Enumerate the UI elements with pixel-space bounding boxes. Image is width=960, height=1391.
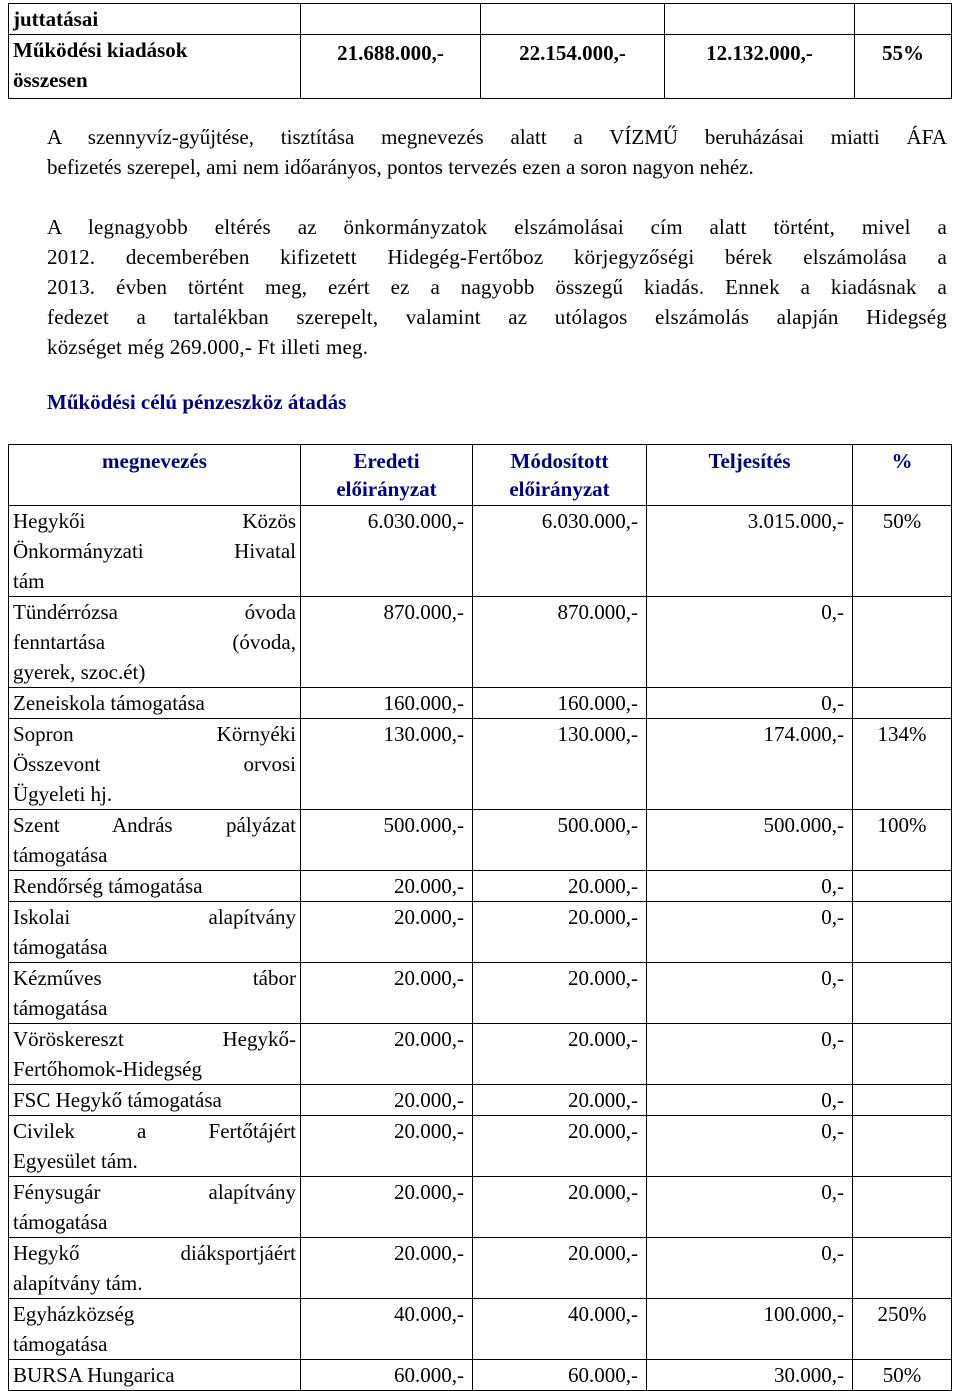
grant-teljesites: 0,-: [647, 1024, 853, 1085]
col-megnevezes: megnevezés: [9, 445, 301, 506]
grant-percent: [853, 688, 952, 719]
table-row: [9, 1116, 952, 1177]
col-teljesites: Teljesítés: [647, 445, 853, 506]
grant-name: Hegykői Közös Önkormányzati Hivatal tám: [9, 506, 301, 597]
grant-modositott: 6.030.000,-: [473, 506, 647, 597]
grant-table: [8, 444, 952, 1391]
table-row: [9, 1360, 952, 1391]
table-row: [9, 1024, 952, 1085]
grant-name: Vöröskereszt Hegykő- Fertőhomok-Hidegség: [9, 1024, 301, 1085]
grant-eredeti: 20.000,-: [301, 902, 473, 963]
grant-modositott: 40.000,-: [473, 1299, 647, 1360]
grant-percent: [853, 902, 952, 963]
grant-header-row: [9, 445, 952, 506]
grant-teljesites: 0,-: [647, 902, 853, 963]
table-row: [9, 810, 952, 871]
grant-teljesites: 0,-: [647, 1085, 853, 1116]
grant-percent: [853, 1238, 952, 1299]
grant-modositott: 60.000,-: [473, 1360, 647, 1391]
grant-modositott: 20.000,-: [473, 871, 647, 902]
grant-eredeti: 60.000,-: [301, 1360, 473, 1391]
total-teljesites: 12.132.000,-: [665, 35, 855, 99]
table-row: [9, 688, 952, 719]
grant-percent: [853, 871, 952, 902]
grant-name: Tündérrózsa óvoda fenntartása (óvoda, gyerek, szoc.ét): [9, 597, 301, 688]
table-row: [9, 1085, 952, 1116]
grant-modositott: 20.000,-: [473, 1238, 647, 1299]
grant-teljesites: 0,-: [647, 597, 853, 688]
grant-eredeti: 130.000,-: [301, 719, 473, 810]
grant-name: Hegykő diáksportjáért alapítvány tám.: [9, 1238, 301, 1299]
col-eredeti: Eredeti előirányzat: [301, 445, 473, 506]
grant-name: BURSA Hungarica: [9, 1360, 301, 1391]
grant-name: Fénysugár alapítvány támogatása: [9, 1177, 301, 1238]
grant-modositott: 130.000,-: [473, 719, 647, 810]
grant-eredeti: 20.000,-: [301, 963, 473, 1024]
grant-teljesites: 0,-: [647, 688, 853, 719]
grant-modositott: 870.000,-: [473, 597, 647, 688]
grant-eredeti: 20.000,-: [301, 1116, 473, 1177]
table-row: [9, 1177, 952, 1238]
grant-teljesites: 0,-: [647, 871, 853, 902]
grant-eredeti: 870.000,-: [301, 597, 473, 688]
grant-teljesites: 30.000,-: [647, 1360, 853, 1391]
grant-name: Szent András pályázat támogatása: [9, 810, 301, 871]
table-row: [9, 506, 952, 597]
grant-modositott: 500.000,-: [473, 810, 647, 871]
table-row: [9, 1238, 952, 1299]
grant-name: Kézműves tábor támogatása: [9, 963, 301, 1024]
grant-name: Egyházközség támogatása: [9, 1299, 301, 1360]
grant-teljesites: 500.000,-: [647, 810, 853, 871]
grant-percent: 134%: [853, 719, 952, 810]
grant-eredeti: 20.000,-: [301, 1024, 473, 1085]
grant-eredeti: 20.000,-: [301, 1177, 473, 1238]
grant-teljesites: 0,-: [647, 1116, 853, 1177]
grant-eredeti: 500.000,-: [301, 810, 473, 871]
table-row: [9, 902, 952, 963]
grant-teljesites: 0,-: [647, 1177, 853, 1238]
table-row: [9, 1299, 952, 1360]
row-label: juttatásai: [9, 4, 301, 35]
grant-percent: 50%: [853, 506, 952, 597]
grant-teljesites: 0,-: [647, 963, 853, 1024]
grant-percent: [853, 1116, 952, 1177]
total-modositott: 22.154.000,-: [481, 35, 665, 99]
grant-name: FSC Hegykő támogatása: [9, 1085, 301, 1116]
col-modositott: Módosított előirányzat: [473, 445, 647, 506]
grant-percent: [853, 963, 952, 1024]
paragraph-vizmu: A szennyvíz-gyűjtése, tisztítása megnevezés alatt a VÍZMŰ beruházásai miatti ÁFA befizetés szerepel, ami nem időarányos, pontos tervezés ezen a soron nagyon nehéz.: [47, 125, 947, 179]
grant-eredeti: 40.000,-: [301, 1299, 473, 1360]
table-row: [9, 719, 952, 810]
grant-name: Sopron Környéki Összevont orvosi Ügyeleti hj.: [9, 719, 301, 810]
grant-teljesites: 0,-: [647, 1238, 853, 1299]
grant-modositott: 20.000,-: [473, 1177, 647, 1238]
grant-eredeti: 160.000,-: [301, 688, 473, 719]
paragraph-elteres: A legnagyobb eltérés az önkormányzatok elszámolásai cím alatt történt, mivel a 2012. decemberében kifizetett Hidegég-Fertőboz körjegyzőségi bérek elszámolása a 2013. évben történt meg, ezért ez a nagyobb összegű kiadás. Ennek a kiadásnak a fedezet a tartalékban szerepelt, valamint az utólagos elszámolás alapján Hidegség községet még 269.000,- Ft illeti meg.: [47, 215, 947, 359]
summary-header-row: [9, 4, 952, 35]
grant-eredeti: 6.030.000,-: [301, 506, 473, 597]
total-eredeti: 21.688.000,-: [301, 35, 481, 99]
grant-modositott: 20.000,-: [473, 1085, 647, 1116]
section-title: Működési célú pénzeszköz átadás: [47, 390, 347, 414]
grant-eredeti: 20.000,-: [301, 871, 473, 902]
grant-modositott: 20.000,-: [473, 1024, 647, 1085]
grant-teljesites: 3.015.000,-: [647, 506, 853, 597]
grant-percent: 50%: [853, 1360, 952, 1391]
grant-modositott: 160.000,-: [473, 688, 647, 719]
grant-modositott: 20.000,-: [473, 1116, 647, 1177]
grant-name: Civilek a Fertőtájért Egyesület tám.: [9, 1116, 301, 1177]
budget-summary-table: [8, 3, 952, 99]
grant-modositott: 20.000,-: [473, 902, 647, 963]
total-percent: 55%: [855, 35, 952, 99]
grant-teljesites: 174.000,-: [647, 719, 853, 810]
grant-name: Rendőrség támogatása: [9, 871, 301, 902]
grant-percent: [853, 1085, 952, 1116]
table-row: [9, 871, 952, 902]
grant-percent: [853, 597, 952, 688]
grant-percent: 100%: [853, 810, 952, 871]
grant-percent: [853, 1024, 952, 1085]
table-row: [9, 963, 952, 1024]
grant-teljesites: 100.000,-: [647, 1299, 853, 1360]
table-row: [9, 597, 952, 688]
grant-percent: 250%: [853, 1299, 952, 1360]
grant-name: Zeneiskola támogatása: [9, 688, 301, 719]
grant-percent: [853, 1177, 952, 1238]
total-label: Működési kiadások összesen: [9, 35, 301, 99]
total-row: [9, 35, 952, 99]
col-percent: %: [853, 445, 952, 506]
grant-eredeti: 20.000,-: [301, 1238, 473, 1299]
grant-modositott: 20.000,-: [473, 963, 647, 1024]
grant-name: Iskolai alapítvány támogatása: [9, 902, 301, 963]
grant-eredeti: 20.000,-: [301, 1085, 473, 1116]
